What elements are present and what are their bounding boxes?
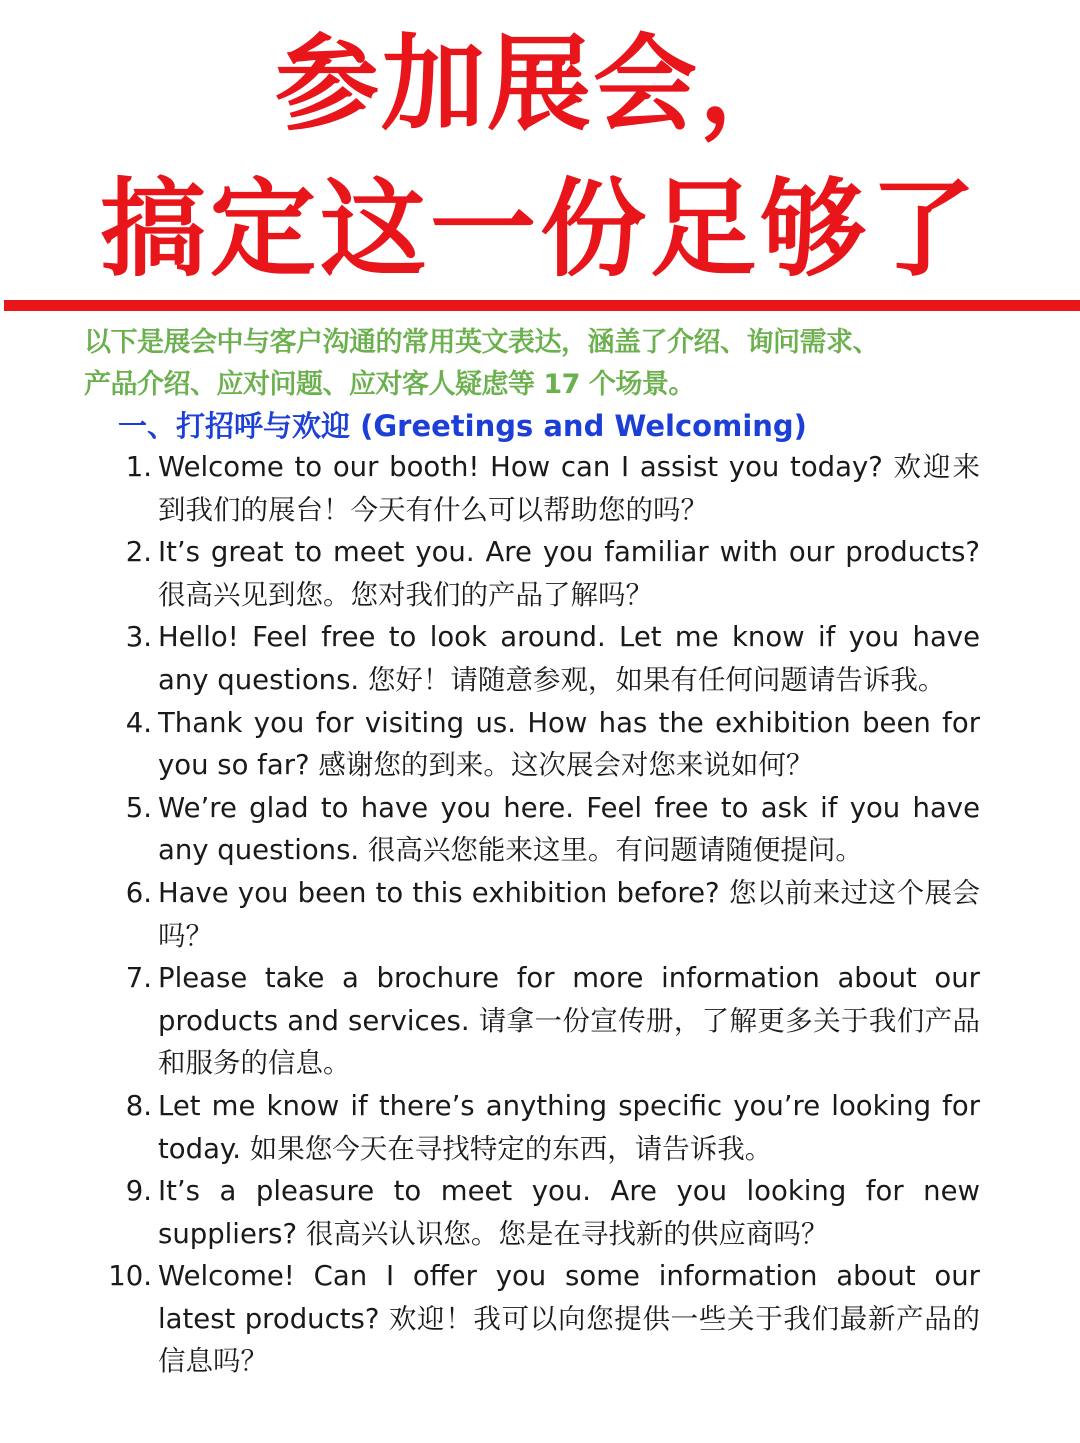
item-number: 10. [108,1260,152,1293]
intro-line: 以下是展会中与客户沟通的常用英文表达，涵盖了介绍、询问需求、 [84,327,879,358]
page-title-line-1: 参加展会， [274,23,805,145]
item-number: 8. [125,1089,152,1122]
page-title-line-2: 搞定这一份足够了 [100,168,980,291]
list-item [100,531,980,616]
list-item [100,787,980,872]
title-divider [4,300,1080,311]
intro-paragraph [84,322,1024,406]
phrase-list [100,446,980,1383]
list-item [100,446,980,531]
item-text: It’s great to meet you. Are you familiar with our products? 很高兴见到您。您对我们的产品了解吗？ [158,536,980,611]
item-text: Have you been to this exhibition before? 您以前来过这个展会吗？ [158,876,980,952]
item-text: We’re glad to have you here. Feel free to ask if you have any questions. 很高兴您能来这里。有问题请随便提问。 [158,791,980,867]
item-number: 3. [125,621,152,654]
item-number: 7. [125,962,152,995]
item-number: 2. [125,536,152,569]
list-item [100,702,980,787]
item-text: Please take a brochure for more information about our products and services. 请拿一份宣传册，了解更多关于我们产品和服务的信息。 [158,962,980,1080]
item-text: It’s a pleasure to meet you. Are you looking for new suppliers? 很高兴认识您。您是在寻找新的供应商吗？ [158,1175,980,1250]
list-item [100,957,980,1085]
intro-line: 产品介绍、应对问题、应对客人疑虑等 17 个场景。 [84,369,695,400]
list-item [100,616,980,701]
item-number: 4. [125,706,152,739]
item-number: 1. [125,451,152,483]
item-text: Thank you for visiting us. How has the exhibition been for you so far? 感谢您的到来。这次展会对您来说如何？ [158,706,980,782]
item-text: Hello! Feel free to look around. Let me know if you have any questions. 您好！请随意参观，如果有任何问题请告诉我。 [158,621,980,696]
item-number: 6. [125,876,152,909]
item-number: 9. [125,1175,152,1208]
list-item [100,1255,980,1383]
section-heading: 一、打招呼与欢迎 (Greetings and Welcoming) [118,409,807,443]
item-number: 5. [125,791,152,824]
list-item [100,1085,980,1170]
list-item [100,1170,980,1255]
list-item [100,872,980,957]
item-text: Let me know if there’s anything specific you’re looking for today. 如果您今天在寻找特定的东西，请告诉我。 [158,1089,980,1165]
item-text: Welcome to our booth! How can I assist you today? 欢迎来到我们的展台！今天有什么可以帮助您的吗？ [158,451,980,526]
item-text: Welcome! Can I offer you some information about our latest products? 欢迎！我可以向您提供一些关于我们最新产品的信息吗？ [158,1260,980,1378]
